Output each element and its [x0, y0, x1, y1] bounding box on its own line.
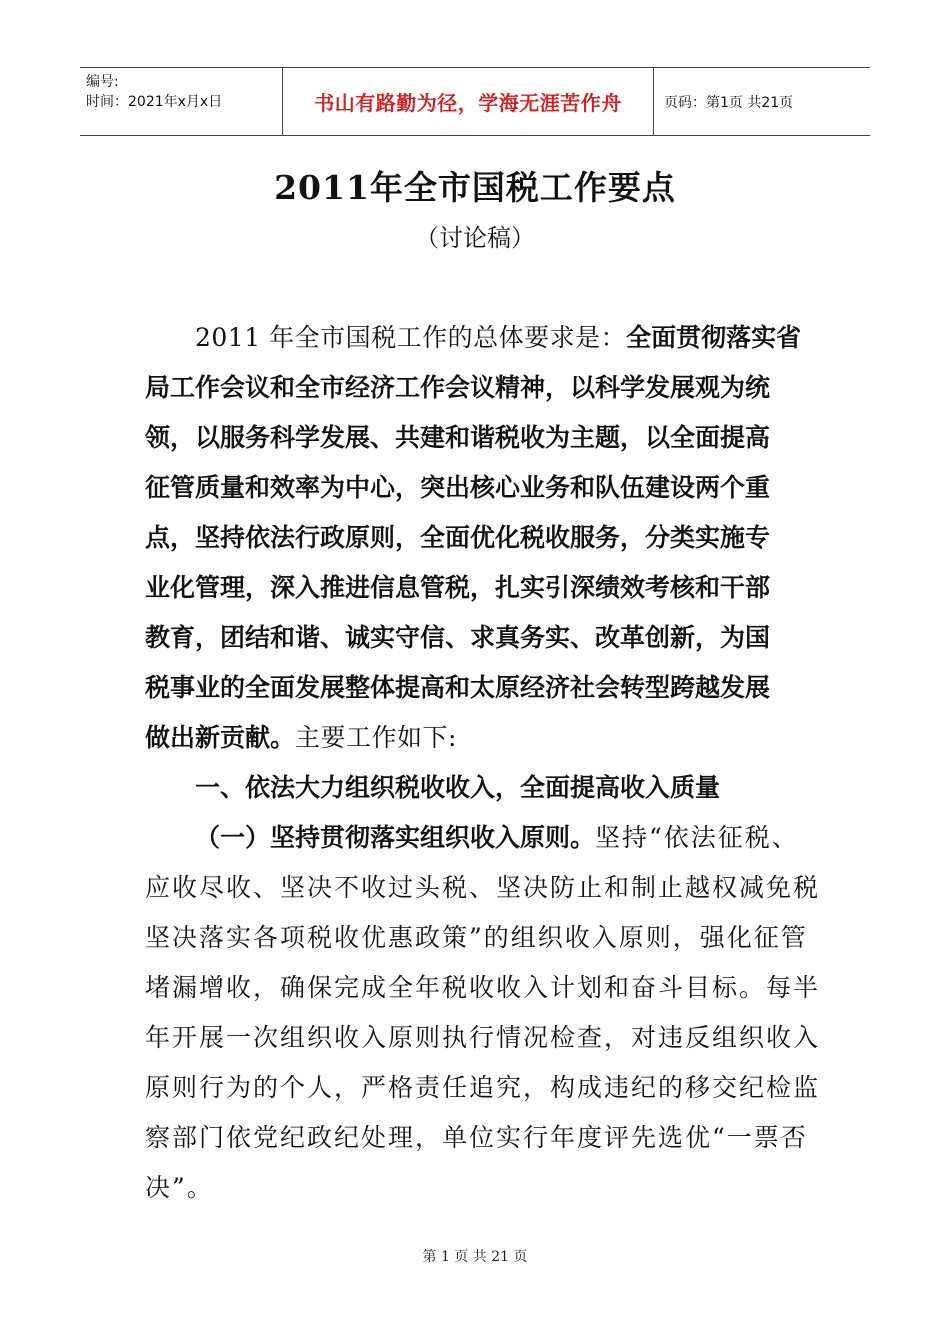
header-meta	[80, 68, 282, 135]
para1-line-2: 局工作会议和全市经济工作会议精神，以科学发展观为统	[145, 373, 771, 402]
para1-lead-in: 主要工作如下:	[295, 723, 457, 752]
para1-emphasis: 全面贯彻落实省	[626, 323, 802, 352]
para1-line-8: 税事业的全面发展整体提高和太原经济社会转型跨越发展	[145, 673, 771, 702]
sub1-line-8: 决”。	[145, 1173, 214, 1202]
para1-line-4: 征管质量和效率为中心，突出核心业务和队伍建设两个重	[145, 473, 771, 502]
sub1-line-4: 堵漏增收，确保完成全年税收收入计划和奋斗目标。每半	[145, 973, 821, 1002]
para1-closing: 做出新贡献。	[145, 723, 296, 752]
number-label: 编号:	[86, 74, 119, 90]
sub1-line-3: 坚决落实各项税收优惠政策”的组织收入原则，强化征管	[145, 923, 808, 952]
para1-line-9	[145, 713, 805, 763]
document-subtitle: （讨论稿）	[415, 224, 535, 252]
sub1-text-start: 坚持“依法征税、	[595, 823, 799, 852]
para1-line-1	[145, 313, 805, 363]
para1-line-7: 教育，团结和谐、诚实守信、求真务实、改革创新，为国	[145, 623, 771, 652]
para1-line-6: 业化管理，深入推进信息管税，扎实引深绩效考核和干部	[145, 573, 771, 602]
para1-line-3: 领，以服务科学发展、共建和谐税收为主题，以全面提高	[145, 423, 771, 452]
document-body	[145, 313, 821, 1213]
sub1-line-5: 年开展一次组织收入原则执行情况检查，对违反组织收入	[145, 1023, 821, 1052]
sub1-line-2: 应收尽收、坚决不收过头税、坚决防止和制止越权减免税	[145, 873, 821, 902]
time-label: 时间：2021年x月x日	[86, 94, 223, 110]
header-page-info: 页码：第1页 共21页	[664, 94, 794, 111]
sub1-line-7: 察部门依党纪政纪处理，单位实行年度评先选优“一票否	[145, 1123, 808, 1152]
sub1-title: （一）坚持贯彻落实组织收入原则。	[195, 823, 596, 852]
para1-intro: 2011 年全市国税工作的总体要求是：	[195, 323, 627, 352]
header-motto: 书山有路勤为径，学海无涯苦作舟	[282, 68, 654, 135]
sub1-line-6: 原则行为的个人，严格责任追究，构成违纪的移交纪检监	[145, 1073, 821, 1102]
page-footer: 第 1 页 共 21 页	[422, 1249, 528, 1265]
document-title: 2011年全市国税工作要点	[274, 168, 676, 207]
header-table	[80, 67, 870, 136]
sub1-line-1	[145, 813, 805, 863]
section1-heading: 一、依法大力组织税收收入，全面提高收入质量	[195, 773, 721, 802]
para1-line-5: 点，坚持依法行政原则，全面优化税收服务，分类实施专	[145, 523, 771, 552]
